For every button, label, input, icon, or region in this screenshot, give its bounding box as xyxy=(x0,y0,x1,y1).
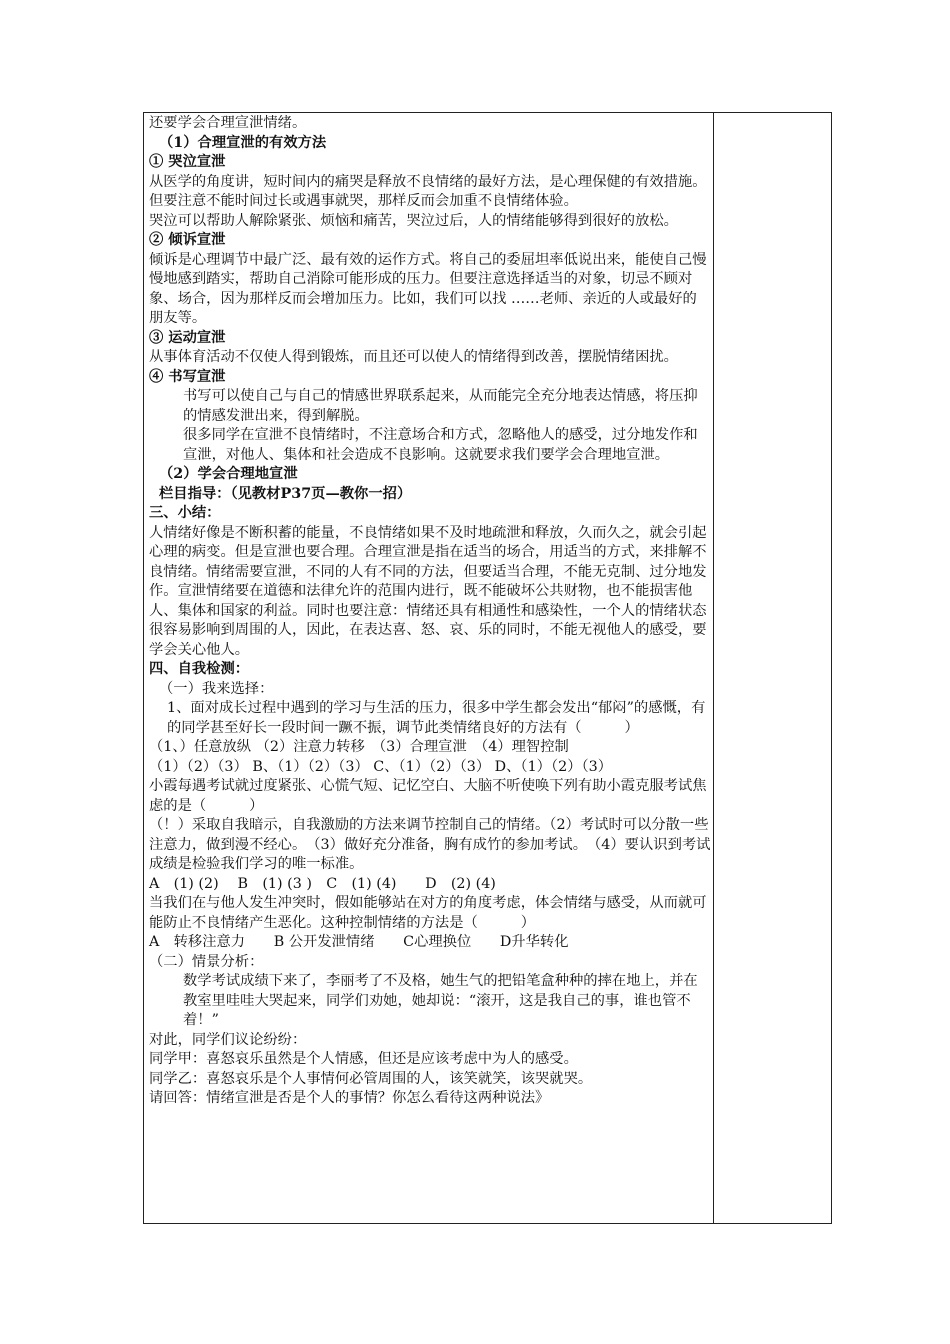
paragraph-exercise: 从事体育活动不仅使人得到锻炼，而且还可以使人的情绪得到改善，摆脱情绪困扰。 xyxy=(149,349,678,365)
question-1-options: （1、）任意放纵 （2）注意力转移 （3）合理宣泄 （4）理智控制 xyxy=(149,739,569,755)
column-guide: 栏目指导：（见教材P37页—教你一招） xyxy=(159,485,412,502)
final-question: 请回答：情绪宣泄是否是个人的事情？你怎么看待这两种说法》 xyxy=(149,1090,550,1106)
method-heading-exercise: ③ 运动宣泄 xyxy=(149,329,226,346)
intro-line: 还要学会合理宣泄情绪。 xyxy=(149,115,307,131)
question-3-answers: A 转移注意力 B 公开发泄情绪 C心理换位 D升华转化 xyxy=(149,934,569,950)
student-b-opinion: 同学乙：喜怒哀乐是个人事情何必管周围的人，该笑就笑，该哭就哭。 xyxy=(149,1070,593,1087)
scenario-paragraph: 数学考试成绩下来了，李丽考了不及格，她生气的把铅笔盒种种的摔在地上，并在教室里哇哇大哭起来，同学们劝她，她却说：“滚开，这是我自己的事，谁也管不着！” xyxy=(183,973,698,1028)
question-2-options: （！）采取自我暗示，自我激励的方法来调节控制自己的情绪。（2）考试时可以分散一些注意力，做到漫不经心。 （3）做好充分准备，胸有成竹的参加考试。 （4）要认识到考试成绩是检验我们学习的唯一标准。 xyxy=(149,817,711,872)
method-heading-writing: ④ 书写宣泄 xyxy=(149,368,226,385)
question-1-answers: （1）（2）（3） B、（1）（2）（3） C、（1）（2）（3） D、（1）（2）（3） xyxy=(149,758,613,775)
question-1: 1、面对成长过程中遇到的学习与生活的压力，很多中学生都会发出“郁闷”的感慨，有的同学甚至好长一段时间一蹶不振，调节此类情绪良好的方法有（ ） xyxy=(167,700,706,736)
choice-subheading: （一）我来选择： xyxy=(159,680,274,697)
method-heading-crying: ① 哭泣宣泄 xyxy=(149,154,226,170)
question-3: 当我们在与他人发生冲突时，假如能够站在对方的角度考虑，体会情绪与感受，从而就可能防止不良情绪产生恶化。这种控制情绪的方法是（ ） xyxy=(149,895,707,931)
self-test-heading: 四、自我检测： xyxy=(149,661,250,677)
paragraph-crying-1: 从医学的角度讲，短时间内的痛哭是释放不良情绪的最好方法，是心理保健的有效措施。但要注意不能时间过长或遇事就哭，那样反而会加重不良情绪体验。 xyxy=(149,173,707,209)
summary-heading: 三、小结： xyxy=(149,505,221,521)
summary-paragraph: 人情绪好像是不断积蓄的能量，不良情绪如果不及时地疏泄和释放，久而久之，就会引起心理的病变。但是宣泄也要合理。合理宣泄是指在适当的场合，用适当的方式，来排解不良情绪。情绪需要宣泄，不同的人有不同的方法，但要适当合理，不能无克制、过分地发作。宣泄情绪要在道德和法律允许的范围内进行，既不能破坏公共财物，也不能损害他人、集体和国家的利益。同时也要注意：情绪还具有相通性和感染性，一个人的情绪状态很容易影响到周围的人，因此，在表达喜、怒、哀、乐的同时，不能无视他人的感受，要学会关心他人。 xyxy=(149,524,707,658)
scenario-subheading: （二）情景分析： xyxy=(149,953,264,970)
student-a-opinion: 同学甲：喜怒哀乐虽然是个人情感，但还是应该考虑中为人的感受。 xyxy=(149,1051,578,1067)
section-heading-methods: （1）合理宣泄的有效方法 xyxy=(159,134,327,151)
paragraph-crying-2: 哭泣可以帮助人解除紧张、烦恼和痛苦，哭泣过后，人的情绪能够得到很好的放松。 xyxy=(149,212,678,229)
paragraph-talking: 倾诉是心理调节中最广泛、最有效的运作方式。将自己的委屈坦率低说出来，能使自己慢慢地感到踏实，帮助自己消除可能形成的压力。但要注意选择适当的对象，切忌不顾对象、场合，因为那样反而会增加压力。比如，我们可以找 ……老师、亲近的人或最好的朋友等。 xyxy=(149,251,707,326)
paragraph-writing: 书写可以使自己与自己的情感世界联系起来，从而能完全充分地表达情感，将压抑的情感发泄出来，得到解脱。 xyxy=(183,388,698,424)
paragraph-reasonable: 很多同学在宣泄不良情绪时，不注意场合和方式，忽略他人的感受，过分地发作和宣泄，对他人、集体和社会造成不良影响。这就要求我们要学会合理地宣泄。 xyxy=(183,427,698,463)
question-2-answers: A (1) (2) B (1) (3 ) C (1) (4) D (2) (4) xyxy=(149,875,496,892)
question-2: 小霞每遇考试就过度紧张、心慌气短、记忆空白、大脑不听使唤下列有助小霞克服考试焦虑的是（ ） xyxy=(149,778,707,814)
lesson-content xyxy=(149,114,711,1109)
method-heading-talking: ② 倾诉宣泄 xyxy=(149,232,226,248)
section-heading-learn: （2）学会合理地宣泄 xyxy=(159,466,298,482)
table-column-divider xyxy=(713,112,714,1224)
scenario-discussion: 对此，同学们议论纷纷： xyxy=(149,1031,307,1048)
